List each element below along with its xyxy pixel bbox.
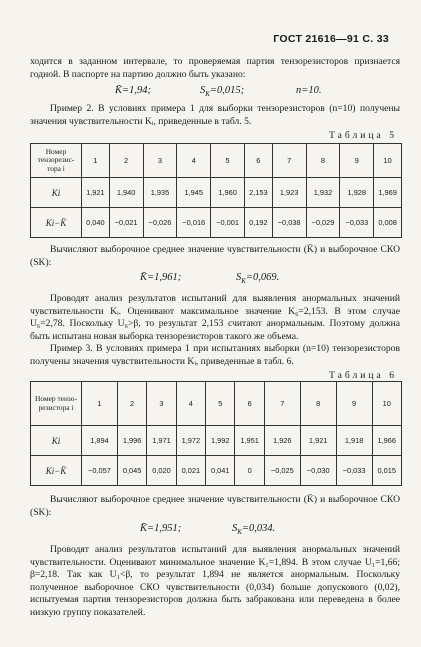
table-5 — [30, 143, 402, 238]
formula-1-mean: K̄=1,94; — [115, 85, 151, 96]
table-5-caption: Таблица 5 — [328, 130, 397, 141]
table-6-row-k: Ki 1,894 1,996 1,971 1,972 1,992 1,951 1,926 1,921 1,918 1,966 — [31, 426, 402, 456]
page-header: ГОСТ 21616—91 С. 33 — [273, 33, 389, 45]
formula-1 — [115, 85, 151, 96]
table-6-row-dev: Ki−K̄ −0,057 0,045 0,020 0,021 0,041 0 −0,025 −0,030 −0,033 0,015 — [31, 456, 402, 486]
formula-1-sko: $S_K=0,015$; — [200, 85, 245, 99]
table-5-head-label: Номер тензорезис-тора i — [31, 144, 82, 178]
paragraph-analysis-2: Проводят анализ результатов испытаний для выявления анормальных значений чувствительности. Оценивают минимальное значение K₁=1,894. В этом случае U₁=1,66; β=2,18. Так как U₁<β, то результат 1,894 не является анормальным. Поскольку полученное выборочное СКО чувствительности (0,034) больше допускового (0,02), испытуемая партия тензорезисторов должна быть забракована или переведена в более низкую группу показателей. — [30, 544, 400, 618]
table-5-row-dev: Ki−K̄ 0,040 −0,021 −0,026 −0,016 −0,001 0,192 −0,038 −0,029 −0,033 0,008 — [31, 208, 402, 238]
formula-1-n: n=10. — [296, 85, 322, 96]
paragraph-compute-2: Вычисляют выборочное среднее значение чувствительности (K̄) и выборочное СКО (SK): — [30, 494, 400, 518]
table-6-caption: Таблица 6 — [328, 370, 397, 381]
formula-2-sko: $S_K=0,069$. — [236, 272, 280, 286]
formula-3-mean: K̄=1,951; — [140, 523, 182, 534]
paragraph-example-2: Пример 2. В условиях примера 1 для выборки тензорезисторов (n=10) получены значения чувствительности Kᵢ, приведенные в табл. 5. — [30, 103, 400, 127]
paragraph-intro: ходится в заданном интервале, то проверяемая партия тензорезисторов признается годной. В паспорте на партию должно быть указано: — [30, 56, 400, 80]
formula-2-mean: K̄=1,961; — [140, 272, 182, 283]
table-6-header-row: Номер тензо-резистора i 1 2 3 4 5 6 7 8 9 10 — [31, 382, 402, 426]
paragraph-example-3: Пример 3. В условиях примера 1 при испытаниях выборки (n=10) тензорезисторов получены значения чувствительности Kᵢ, приведенные в табл. 6. — [30, 343, 400, 367]
paragraph-compute-1: Вычисляют выборочное среднее значение чувствительности (K̄) и выборочное СКО (SK): — [30, 244, 400, 268]
table-6 — [30, 381, 402, 486]
paragraph-analysis-1: Проводят анализ результатов испытаний для выявления анормальных значений чувствительности Kᵢ. Оценивают максимальное значение K₆=2,153. В этом случае U₆=2,78. Поскольку U₆>β, то результат 2,153 считают анормальным. Поэтому должна быть испытана новая выборка тензорезисторов такого же объема. — [30, 293, 400, 342]
table-5-header-row: Номер тензорезис-тора i 1 2 3 4 5 6 7 8 9 10 — [31, 144, 402, 178]
table-6-head-label: Номер тензо-резистора i — [31, 382, 82, 426]
formula-3-sko: $S_K=0,034$. — [232, 523, 276, 537]
table-5-row-k: Ki 1,921 1,940 1,935 1,945 1,960 2,153 1,923 1,932 1,928 1,969 — [31, 178, 402, 208]
